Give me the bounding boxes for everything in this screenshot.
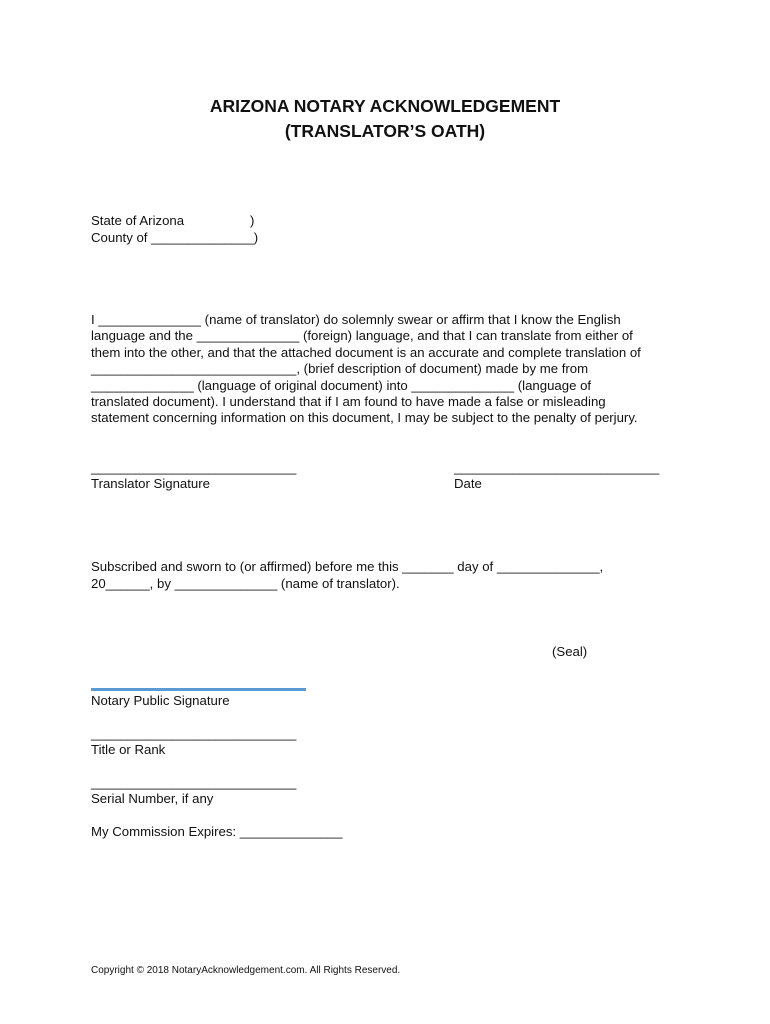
document-title-line2: (TRANSLATOR’S OATH) [284, 121, 486, 141]
oath-line: I ______________ (name of translator) do solemnly swear or affirm that I know the English [91, 312, 621, 327]
copyright-footer: Copyright © 2018 NotaryAcknowledgement.com. All Rights Reserved. [91, 965, 401, 976]
oath-line: ______________ (language of original document) into ______________ (language of [91, 377, 592, 393]
notary-signature-line[interactable] [91, 688, 306, 691]
title-rank-line: ____________________________ [91, 726, 297, 741]
oath-line: ____________________________, (brief description of document) made by me from [91, 361, 589, 377]
date-line: ____________________________ [454, 460, 660, 475]
venue-county: County of ______________) [91, 230, 259, 245]
venue-state: State of Arizona ) [91, 213, 255, 228]
serial-number-label: Serial Number, if any [91, 791, 214, 806]
oath-paragraph [91, 312, 691, 427]
document-title-line1: ARIZONA NOTARY ACKNOWLEDGEMENT [209, 96, 561, 116]
title-rank-label: Title or Rank [91, 742, 166, 757]
translator-signature-label: Translator Signature [91, 476, 210, 491]
translator-signature-line: ____________________________ [91, 460, 297, 475]
jurat-line1: Subscribed and sworn to (or affirmed) before me this _______ day of ______________, [91, 559, 604, 574]
oath-line: language and the ______________ (foreign) language, and that I can translate from either of [91, 328, 633, 344]
seal-label: (Seal) [552, 644, 588, 659]
date-label: Date [454, 476, 482, 491]
oath-line: translated document). I understand that if I am found to have made a false or misleading [91, 394, 606, 410]
commission-expires: My Commission Expires: ______________ [91, 824, 343, 839]
serial-number-line: ____________________________ [91, 775, 297, 790]
jurat-line2: 20______, by ______________ (name of translator). [91, 576, 400, 591]
oath-line: them into the other, and that the attached document is an accurate and complete translation of [91, 344, 641, 360]
notary-signature-label: Notary Public Signature [91, 693, 230, 708]
oath-line: statement concerning information on this document, I may be subject to the penalty of perjury. [91, 410, 638, 426]
